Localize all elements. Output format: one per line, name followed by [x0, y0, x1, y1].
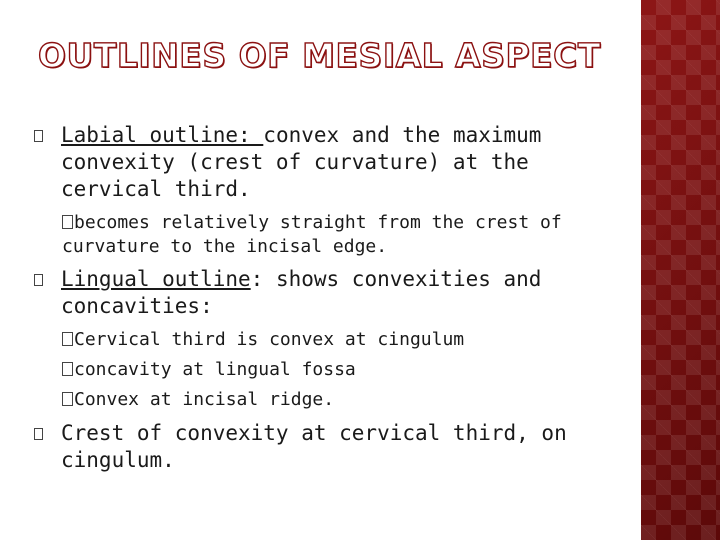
sub-bullet-lingual-3	[62, 388, 334, 412]
decorative-side-panel	[641, 0, 720, 540]
bullet-box-icon	[34, 274, 43, 286]
lingual-sub-text-1: Cervical third is convex at cingulum	[74, 329, 465, 350]
lingual-outline-label: Lingual outline	[61, 267, 251, 291]
lingual-sub-text-2: concavity at lingual fossa	[74, 359, 356, 380]
lingual-outline-text: : shows convexities and concavities:	[61, 267, 542, 318]
labial-sub-text: becomes relatively straight from the crest of curvature to the incisal edge.	[62, 212, 562, 257]
bullet-crest-of-convexity	[61, 420, 621, 474]
lingual-sub-text-3: Convex at incisal ridge.	[74, 389, 335, 410]
bullet-box-icon	[62, 392, 73, 406]
sub-bullet-lingual-2	[62, 358, 356, 382]
bullet-labial-outline	[61, 122, 621, 203]
bullet-box-icon	[62, 215, 73, 229]
labial-outline-label: Labial outline:	[61, 123, 264, 147]
bullet-box-icon	[62, 332, 73, 346]
slide-title: OUTLINES OF MESIAL ASPECT	[38, 36, 601, 75]
sub-bullet-labial	[62, 211, 622, 259]
bullet-box-icon	[34, 428, 43, 440]
sub-bullet-lingual-1	[62, 328, 464, 352]
bullet-lingual-outline	[61, 266, 621, 320]
bullet-box-icon	[62, 362, 73, 376]
crest-text: Crest of convexity at cervical third, on cingulum.	[61, 421, 567, 472]
labial-outline-text: convex and the maximum convexity (crest of curvature) at the cervical third.	[61, 123, 542, 201]
bullet-box-icon	[34, 130, 43, 142]
